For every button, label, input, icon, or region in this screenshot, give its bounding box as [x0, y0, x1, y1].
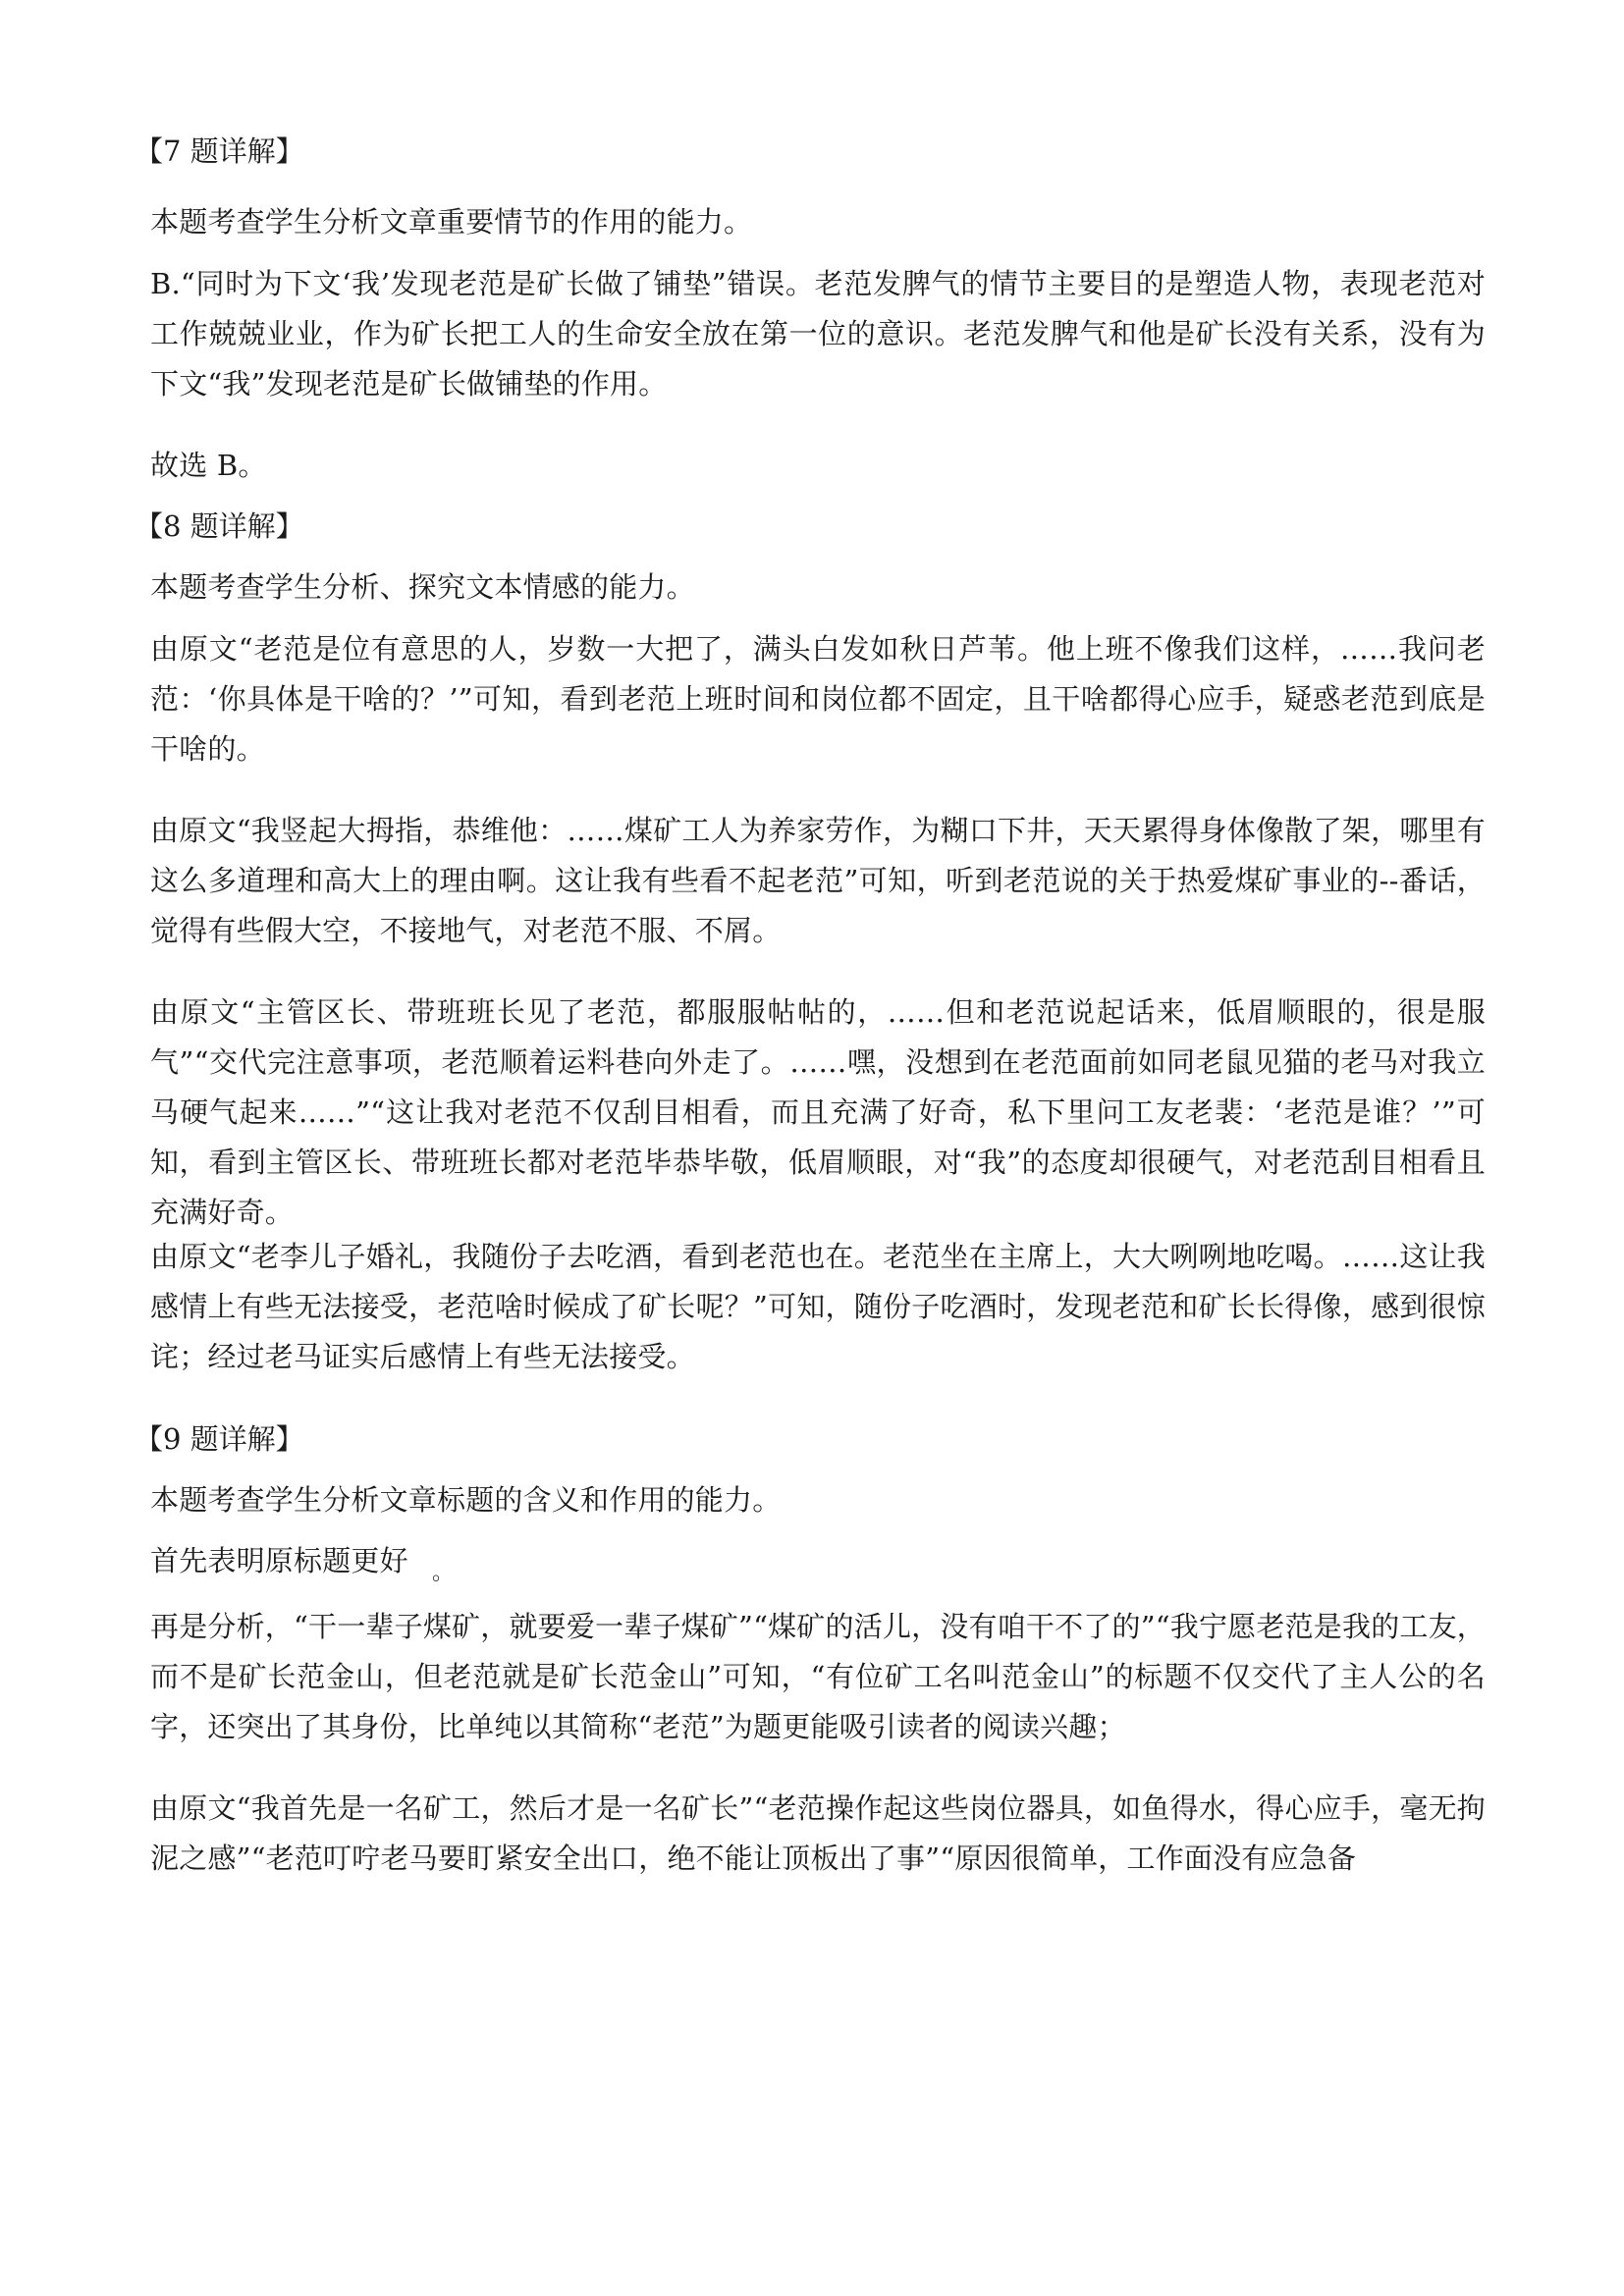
q7-heading: 【7 题详解】 — [135, 134, 304, 168]
q9-heading: 【9 题详解】 — [135, 1422, 304, 1456]
q9-paragraph-2: 首先表明原标题更好 — [150, 1544, 408, 1577]
q8-heading: 【8 题详解】 — [135, 509, 304, 543]
q7-paragraph-1: 本题考查学生分析文章重要情节的作用的能力。 — [150, 205, 753, 239]
q7-paragraph-2: B.“同时为下文‘我’发现老范是矿长做了铺垫”错误。老范发脾气的情节主要目的是塑造人物，表现老范对工作兢兢业业，作为矿长把工人的生命安全放在第一位的意识。老范发脾气和他是矿长没有关系，没有为下文“我”发现老范是矿长做铺垫的作用。 — [150, 267, 1486, 400]
q8-paragraph-2: 由原文“老范是位有意思的人，岁数一大把了，满头白发如秋日芦苇。他上班不像我们这样，……我问老范：‘你具体是干啥的？’”可知，看到老范上班时间和岗位都不固定，且干啥都得心应手，疑惑老范到底是干啥的。 — [150, 632, 1486, 766]
q8-paragraph-5: 由原文“老李儿子婚礼，我随份子去吃酒，看到老范也在。老范坐在主席上，大大咧咧地吃喝。……这让我感情上有些无法接受，老范啥时候成了矿长呢？”可知，随份子吃酒时，发现老范和矿长长得像，感到很惊诧；经过老马证实后感情上有些无法接受。 — [150, 1240, 1486, 1373]
q9-paragraph-3: 再是分析，“干一辈子煤矿，就要爱一辈子煤矿”“煤矿的活儿，没有咱干不了的”“我宁愿老范是我的工友，而不是矿长范金山，但老范就是矿长范金山”可知，“有位矿工名叫范金山”的标题不仅交代了主人公的名字，还突出了其身份，比单纯以其简称“老范”为题更能吸引读者的阅读兴趣； — [150, 1610, 1486, 1743]
q9-paragraph-1: 本题考查学生分析文章标题的含义和作用的能力。 — [150, 1483, 782, 1517]
q8-paragraph-3: 由原文“我竖起大拇指，恭维他：……煤矿工人为养家劳作，为糊口下井，天天累得身体像散了架，哪里有这么多道理和高大上的理由啊。这让我有些看不起老范”可知，听到老范说的关于热爱煤矿事业的--番话，觉得有些假大空，不接地气，对老范不服、不屑。 — [150, 814, 1486, 947]
q9-paragraph-2-period: 。 — [432, 1561, 455, 1585]
q9-paragraph-4: 由原文“我首先是一名矿工，然后才是一名矿长”“老范操作起这些岗位器具，如鱼得水，得心应手，毫无拘泥之感”“老范叮咛老马要盯紧安全出口，绝不能让顶板出了事”“原因很简单，工作面没有应急备 — [150, 1791, 1486, 1875]
q8-paragraph-1: 本题考查学生分析、探究文本情感的能力。 — [150, 570, 695, 604]
q8-paragraph-4: 由原文“主管区长、带班班长见了老范，都服服帖帖的，……但和老范说起话来，低眉顺眼的，很是服气”“交代完注意事项，老范顺着运料巷向外走了。……嘿，没想到在老范面前如同老鼠见猫的老马对我立马硬气起来……”“这让我对老范不仅刮目相看，而且充满了好奇，私下里问工友老裴：‘老范是谁？’”可知，看到主管区长、带班班长都对老范毕恭毕敬，低眉顺眼，对“我”的态度却很硬气，对老范刮目相看且充满好奇。 — [150, 995, 1486, 1229]
q7-paragraph-3: 故选 B。 — [150, 449, 267, 482]
